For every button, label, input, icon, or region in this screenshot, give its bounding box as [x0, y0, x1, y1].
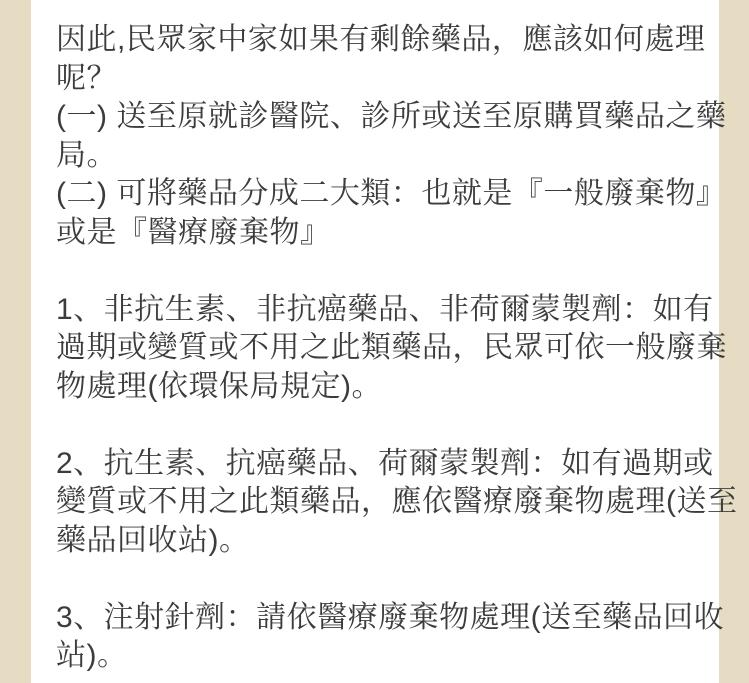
text-line: 物處理(依環保局規定)。 [56, 369, 382, 403]
text-line: 站)。 [56, 639, 128, 672]
paragraph [56, 445, 738, 561]
text-line: 過期或變質或不用之此類藥品，民眾可依一般廢棄 [56, 331, 727, 364]
article-content [31, 0, 738, 683]
paragraph [56, 21, 727, 252]
text-line: 1、非抗生素、非抗癌藥品、非荷爾蒙製劑：如有 [56, 292, 714, 326]
text-line: 藥品回收站)。 [56, 523, 250, 557]
text-line: 2、抗生素、抗癌藥品、荷爾蒙製劑：如有過期或 [56, 446, 714, 480]
paragraph [56, 291, 727, 407]
text-line: 變質或不用之此類藥品，應依醫療廢棄物處理(送至 [56, 485, 738, 518]
text-line: (二) 可將藥品分成二大類：也就是『一般廢棄物』 [56, 177, 727, 210]
text-line: 或是『醫療廢棄物』 [56, 215, 331, 249]
text-line: 3、注射針劑：請依醫療廢棄物處理(送至藥品回收 [56, 600, 725, 634]
paragraph [56, 599, 725, 676]
text-line: 呢？ [56, 61, 117, 95]
text-line: 因此,民眾家中家如果有剩餘藥品，應該如何處理 [56, 23, 706, 56]
article-text [56, 21, 738, 676]
text-line: 局。 [56, 138, 117, 172]
text-line: (一) 送至原就診醫院、診所或送至原購買藥品之藥 [56, 100, 727, 133]
